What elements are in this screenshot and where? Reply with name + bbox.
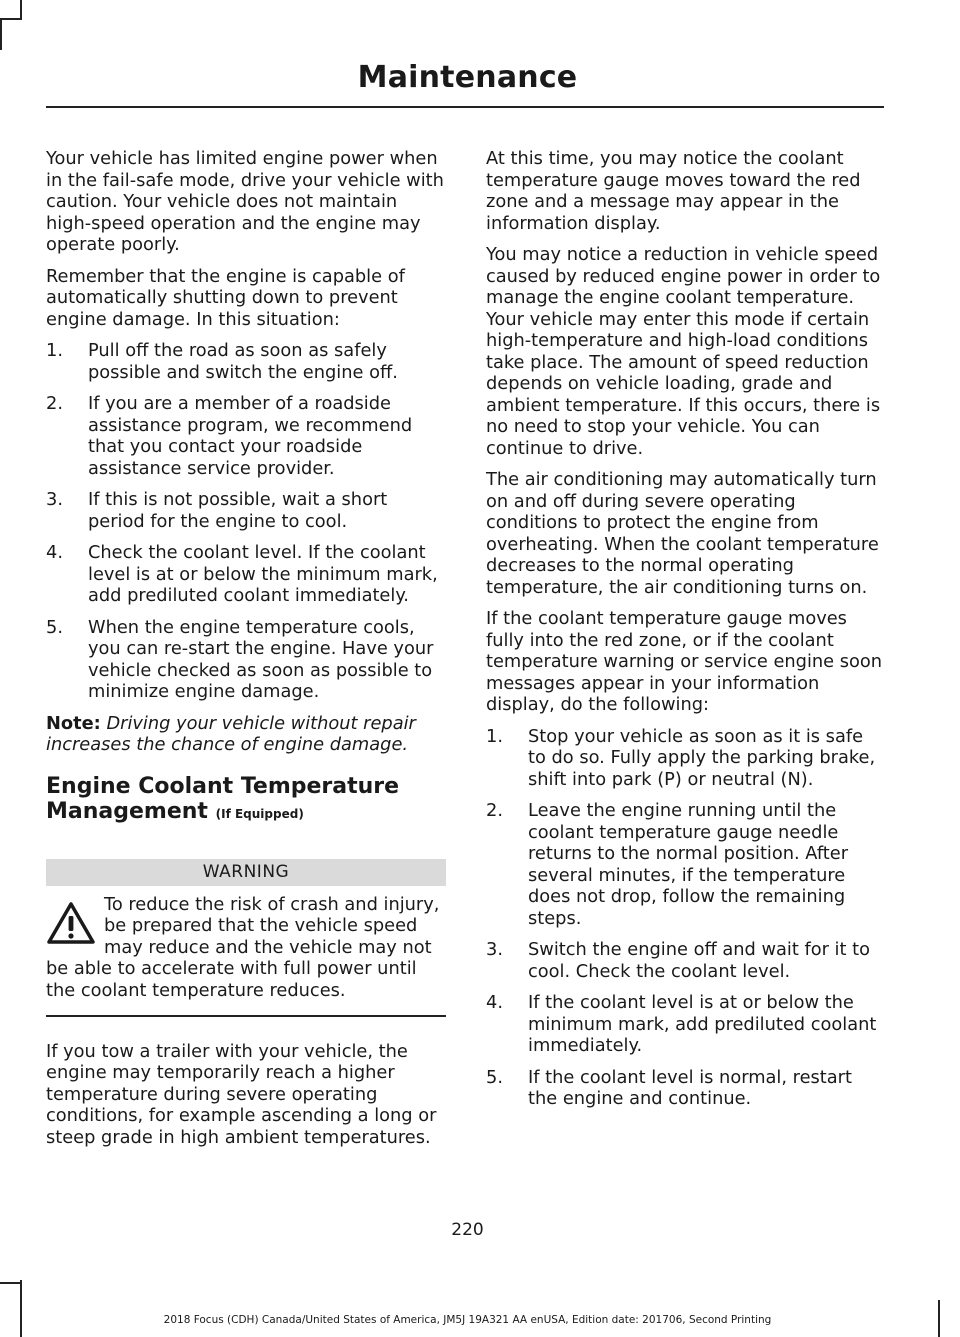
warning-divider [46,1015,446,1017]
list-text: If the coolant level is normal, restart the engine and continue. [528,1066,852,1109]
numbered-list [46,340,446,703]
list-item [46,340,446,383]
equipped-label: (If Equipped) [215,806,304,821]
crop-mark [20,1280,22,1337]
paragraph: The air conditioning may automatically turn on and off during severe operating conditions to protect the engine from overheating. When the coolant temperature decreases to the normal operating temperature, the air conditioning turns on. [486,469,879,598]
list-text: Pull off the road as soon as safely possible and switch the engine off. [88,340,398,383]
note-label: Note: [46,712,101,734]
crop-mark [0,1282,22,1284]
paragraph: Remember that the engine is capable of automatically shutting down to prevent engine damage. In this situation: [46,265,405,330]
list-item [486,992,886,1057]
list-item [46,489,446,532]
note [46,713,446,756]
paragraph: At this time, you may notice the coolant temperature gauge moves toward the red zone and a message may appear in the information display. [486,148,861,234]
list-text: When the engine temperature cools, you can re-start the engine. Have your vehicle checked as soon as possible to minimize engine damage. [88,616,434,702]
list-text: If you are a member of a roadside assistance program, we recommend that you contact your roadside assistance service provider. [88,393,413,479]
list-number: 3. [46,489,63,510]
crop-mark [0,18,22,20]
list-text: Check the coolant level. If the coolant level is at or below the minimum mark, add prediluted coolant immediately. [88,542,438,606]
crop-mark [20,0,22,20]
list-number: 5. [46,616,63,638]
list-item [46,542,446,607]
right-column [486,148,886,1120]
list-text: Stop your vehicle as soon as it is safe to do so. Fully apply the parking brake, shift into park (P) or neutral (N). [528,725,876,790]
page-number: 220 [451,1220,484,1240]
list-number: 1. [486,725,503,747]
numbered-list [486,726,886,1110]
paragraph: Your vehicle has limited engine power when in the fail-safe mode, drive your vehicle with caution. Your vehicle does not maintain high-speed operation and the engine may operate poorly. [46,148,444,255]
warning-triangle-icon [46,900,96,946]
heading-line: Engine Coolant Temperature [46,773,400,799]
list-item [486,1067,886,1110]
list-text: If the coolant level is at or below the minimum mark, add prediluted coolant immediately. [528,992,877,1056]
warning-text: To reduce the risk of crash and injury, be prepared that the vehicle speed may reduce and the vehicle may not be able to accelerate with full power until the coolant temperature reduces. [46,893,440,1001]
list-item [486,800,886,929]
left-column [46,148,446,1158]
list-number: 4. [486,992,503,1013]
warning-box [46,894,446,1002]
list-text: Switch the engine off and wait for it to cool. Check the coolant level. [528,939,870,982]
list-number: 1. [46,340,63,361]
crop-mark [938,1300,940,1337]
list-item [486,939,886,982]
list-number: 2. [486,800,503,821]
list-number: 5. [486,1066,503,1088]
paragraph: You may notice a reduction in vehicle speed caused by reduced engine power in order to manage the engine coolant temperature. Your vehicle may enter this mode if certain high-temperature and high-load conditions take place. The amount of speed reduction depends on vehicle loading, grade and ambient temperature. If this occurs, there is no need to stop your vehicle. You can continue to drive. [486,244,881,459]
footer-edition-text: 2018 Focus (CDH) Canada/United States of America, JM5J 19A321 AA enUSA, Edition date: 201706, Second Printing [163,1314,772,1326]
paragraph: If the coolant temperature gauge moves fully into the red zone, or if the coolant temperature warning or service engine soon messages appear in your information display, do the following: [486,608,883,715]
list-item [486,726,886,791]
list-number: 2. [46,393,63,414]
warning-header: WARNING [46,859,446,886]
list-text: If this is not possible, wait a short period for the engine to cool. [88,489,388,532]
list-item [46,393,446,479]
list-text: Leave the engine running until the coolant temperature gauge needle returns to the normal position. After several minutes, if the temperature does not drop, follow the remaining steps. [528,800,849,929]
paragraph: If you tow a trailer with your vehicle, the engine may temporarily reach a higher temperature during severe operating conditions, for example ascending a long or steep grade in high ambient temperatures. [46,1040,437,1148]
section-heading [46,774,446,827]
page-section-title: Maintenance [357,60,578,95]
list-item [46,617,446,703]
crop-mark [0,18,2,50]
list-number: 4. [46,542,63,563]
heading-line: Management [46,798,208,824]
header-divider [46,106,884,108]
note-text: Driving your vehicle without repair increases the chance of engine damage. [46,712,416,755]
list-number: 3. [486,939,503,960]
